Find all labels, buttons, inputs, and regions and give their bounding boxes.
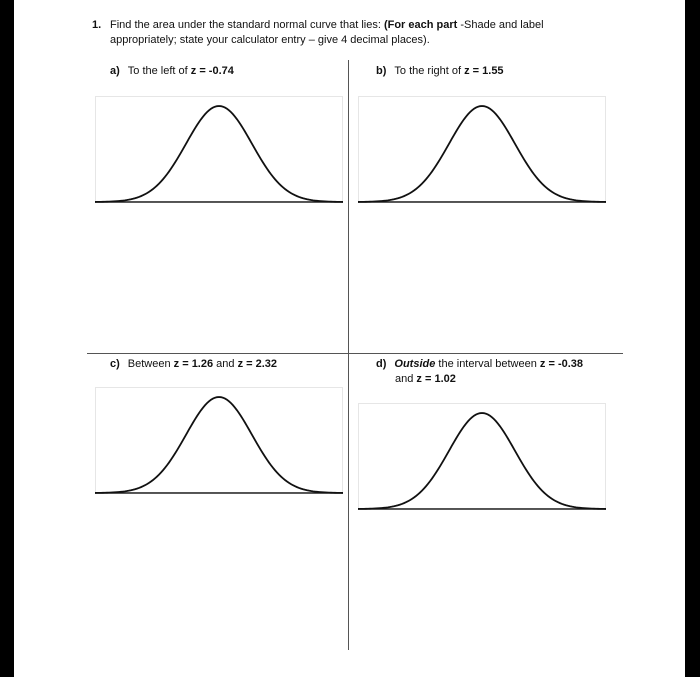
- worksheet-page: [14, 0, 685, 677]
- bell-curve: [358, 106, 606, 202]
- part-c-text-2: and: [213, 358, 238, 370]
- normal-curve-c[interactable]: [95, 387, 343, 497]
- plot-frame: [359, 404, 606, 509]
- bell-curve: [95, 106, 343, 202]
- part-d-z2: z = 1.02: [416, 373, 456, 385]
- part-c-text-1: Between: [127, 358, 174, 370]
- part-a-letter: a): [110, 65, 120, 77]
- normal-curve-d[interactable]: [358, 403, 606, 513]
- part-a-text: To the left of: [127, 65, 191, 77]
- part-d-text-1: the interval between: [435, 358, 540, 370]
- normal-curve-a-svg[interactable]: [95, 96, 343, 206]
- question-text-bold: (For each part: [383, 19, 458, 31]
- part-b-text: To the right of: [394, 65, 465, 77]
- vertical-divider: [348, 60, 349, 650]
- part-c-z2: z = 2.32: [237, 358, 278, 370]
- plot-frame: [96, 388, 343, 493]
- plot-frame: [359, 97, 606, 202]
- plot-frame: [96, 97, 343, 202]
- part-d-label: [376, 357, 616, 387]
- part-d-z1: z = -0.38: [539, 358, 584, 370]
- part-d-emph: Outside: [394, 358, 436, 370]
- normal-curve-d-svg[interactable]: [358, 403, 606, 513]
- bell-curve: [95, 397, 343, 493]
- part-d-text-2: and: [395, 373, 417, 385]
- bell-curve: [358, 413, 606, 509]
- horizontal-divider: [87, 353, 623, 354]
- part-c-letter: c): [110, 358, 120, 370]
- question-text-suffix: -Shade and label appropriately; state your calculator entry – give 4 decimal places).: [110, 19, 544, 46]
- normal-curve-b-svg[interactable]: [358, 96, 606, 206]
- normal-curve-a[interactable]: [95, 96, 343, 206]
- part-d-letter: d): [376, 358, 387, 370]
- question-text: [110, 18, 610, 48]
- part-b-letter: b): [376, 65, 387, 77]
- question-number: 1.: [92, 19, 102, 31]
- part-b-label: [376, 64, 504, 79]
- normal-curve-c-svg[interactable]: [95, 387, 343, 497]
- part-c-label: [110, 357, 277, 372]
- normal-curve-b[interactable]: [358, 96, 606, 206]
- part-c-z1: z = 1.26: [173, 358, 214, 370]
- part-b-z: z = 1.55: [464, 65, 504, 77]
- question-text-prefix: Find the area under the standard normal curve that lies:: [110, 19, 384, 31]
- part-a-label: [110, 64, 234, 79]
- part-a-z: z = -0.74: [190, 65, 234, 77]
